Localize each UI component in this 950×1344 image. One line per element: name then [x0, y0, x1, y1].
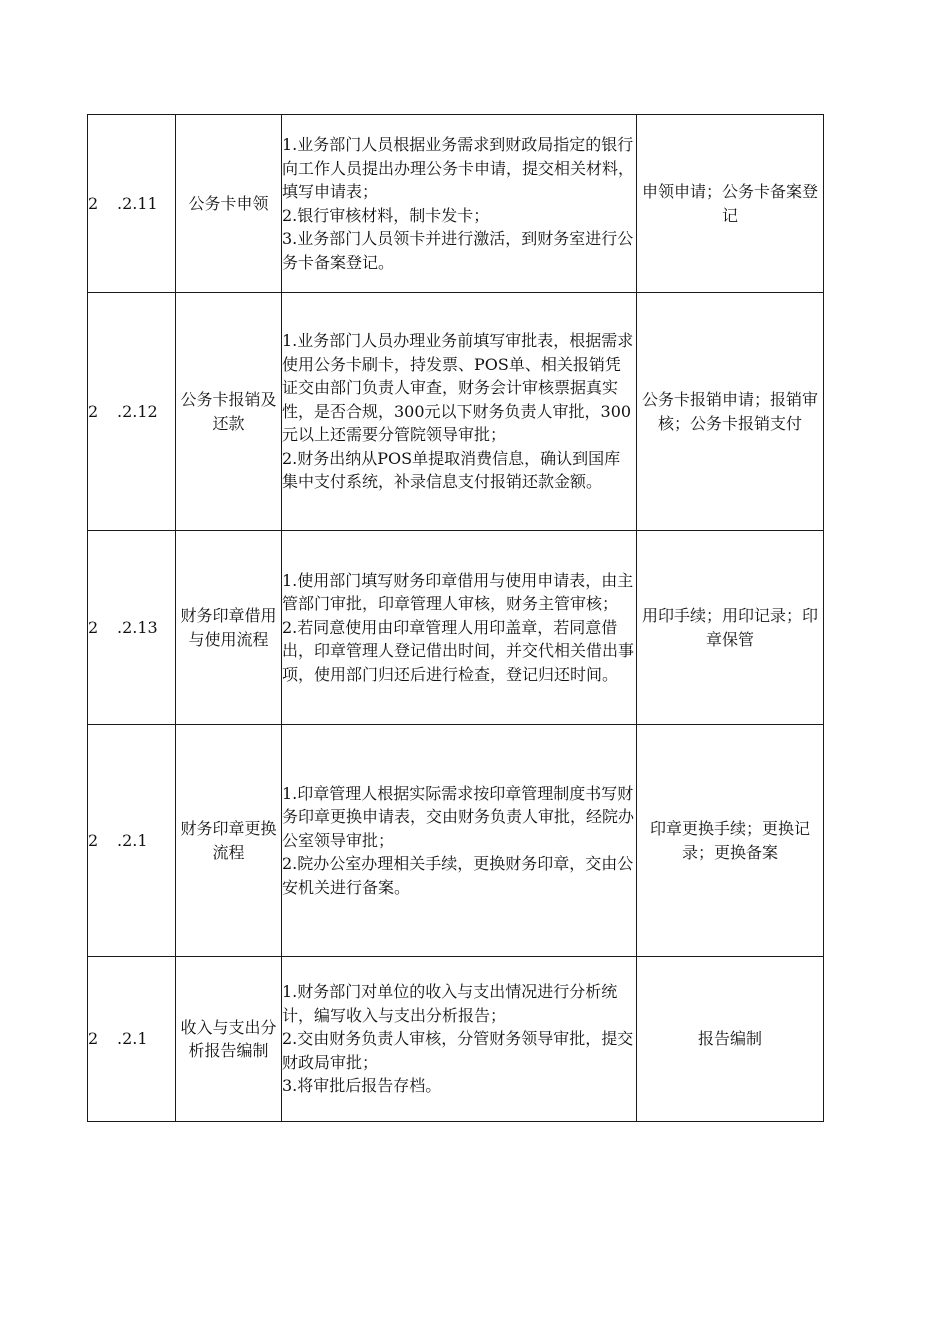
process-description-cell — [282, 115, 637, 293]
process-name-cell: 财务印章借用与使用流程 — [176, 531, 282, 725]
process-description-cell — [282, 957, 637, 1122]
row-number-prefix: 2 — [88, 193, 99, 213]
row-number-suffix: .2.13 — [117, 617, 158, 637]
table-row — [88, 725, 824, 957]
row-number-cell — [88, 115, 176, 293]
process-name-cell: 公务卡报销及还款 — [176, 293, 282, 531]
table-row — [88, 957, 824, 1122]
output-cell: 公务卡报销申请；报销审核；公务卡报销支付 — [637, 293, 824, 531]
row-number-prefix: 2 — [88, 1029, 99, 1049]
description-step: 1.印章管理人根据实际需求按印章管理制度书写财务印章更换申请表，交由财务负责人审批，经院办公室领导审批； — [282, 783, 635, 850]
description-step: 1.业务部门人员根据业务需求到财政局指定的银行向工作人员提出办理公务卡申请，提交相关材料，填写申请表； — [282, 135, 635, 201]
row-number-cell — [88, 725, 176, 957]
description-step: 2.院办公室办理相关手续，更换财务印章，交由公安机关进行备案。 — [282, 854, 634, 897]
process-name-cell: 公务卡申领 — [176, 115, 282, 293]
process-name-cell: 收入与支出分析报告编制 — [176, 957, 282, 1122]
row-number-suffix: .2.12 — [117, 401, 158, 421]
description-step: 1.使用部门填写财务印章借用与使用申请表，由主管部门审批，印章管理人审核，财务主管审核； — [282, 570, 634, 614]
description-step: 2.财务出纳从POS单提取消费信息，确认到国库集中支付系统，补录信息支付报销还款金额。 — [282, 448, 621, 492]
description-step: 2.交由财务负责人审核，分管财务领导审批，提交财政局审批； — [282, 1029, 634, 1072]
description-step: 1.业务部门人员办理业务前填写审批表，根据需求使用公务卡刷卡，持发票、POS单、相关报销凭证交由部门负责人审查，财务会计审核票据真实性，是否合规，300元以下财务负责人审批，300元以上还需要分管院领导审批； — [282, 331, 634, 445]
output-cell: 申领申请；公务卡备案登记 — [637, 115, 824, 293]
process-description-cell — [282, 293, 637, 531]
row-number-cell — [88, 531, 176, 725]
row-number-cell — [88, 293, 176, 531]
row-number-prefix: 2 — [88, 617, 99, 637]
row-number-cell — [88, 957, 176, 1122]
description-step: 3.将审批后报告存档。 — [282, 1076, 442, 1096]
description-step: 2.若同意使用由印章管理人用印盖章，若同意借出，印章管理人登记借出时间，并交代相关借出事项，使用部门归还后进行检查，登记归还时间。 — [282, 617, 635, 684]
row-number-suffix: .2.1 — [117, 830, 148, 850]
row-number-suffix: .2.11 — [117, 193, 158, 213]
process-table — [87, 114, 824, 1122]
description-step: 1.财务部门对单位的收入与支出情况进行分析统计，编写收入与支出分析报告； — [282, 982, 618, 1025]
process-description-cell — [282, 725, 637, 957]
description-step: 3.业务部门人员领卡并进行激活，到财务室进行公务卡备案登记。 — [282, 229, 634, 272]
description-step: 2.银行审核材料，制卡发卡； — [282, 205, 490, 225]
process-name-cell: 财务印章更换流程 — [176, 725, 282, 957]
output-cell: 用印手续；用印记录；印章保管 — [637, 531, 824, 725]
table-row — [88, 115, 824, 293]
row-number-prefix: 2 — [88, 401, 99, 421]
table-row — [88, 531, 824, 725]
process-description-cell — [282, 531, 637, 725]
row-number-suffix: .2.1 — [117, 1029, 148, 1049]
row-number-prefix: 2 — [88, 830, 99, 850]
output-cell: 印章更换手续；更换记录；更换备案 — [637, 725, 824, 957]
output-cell: 报告编制 — [637, 957, 824, 1122]
table-row — [88, 293, 824, 531]
